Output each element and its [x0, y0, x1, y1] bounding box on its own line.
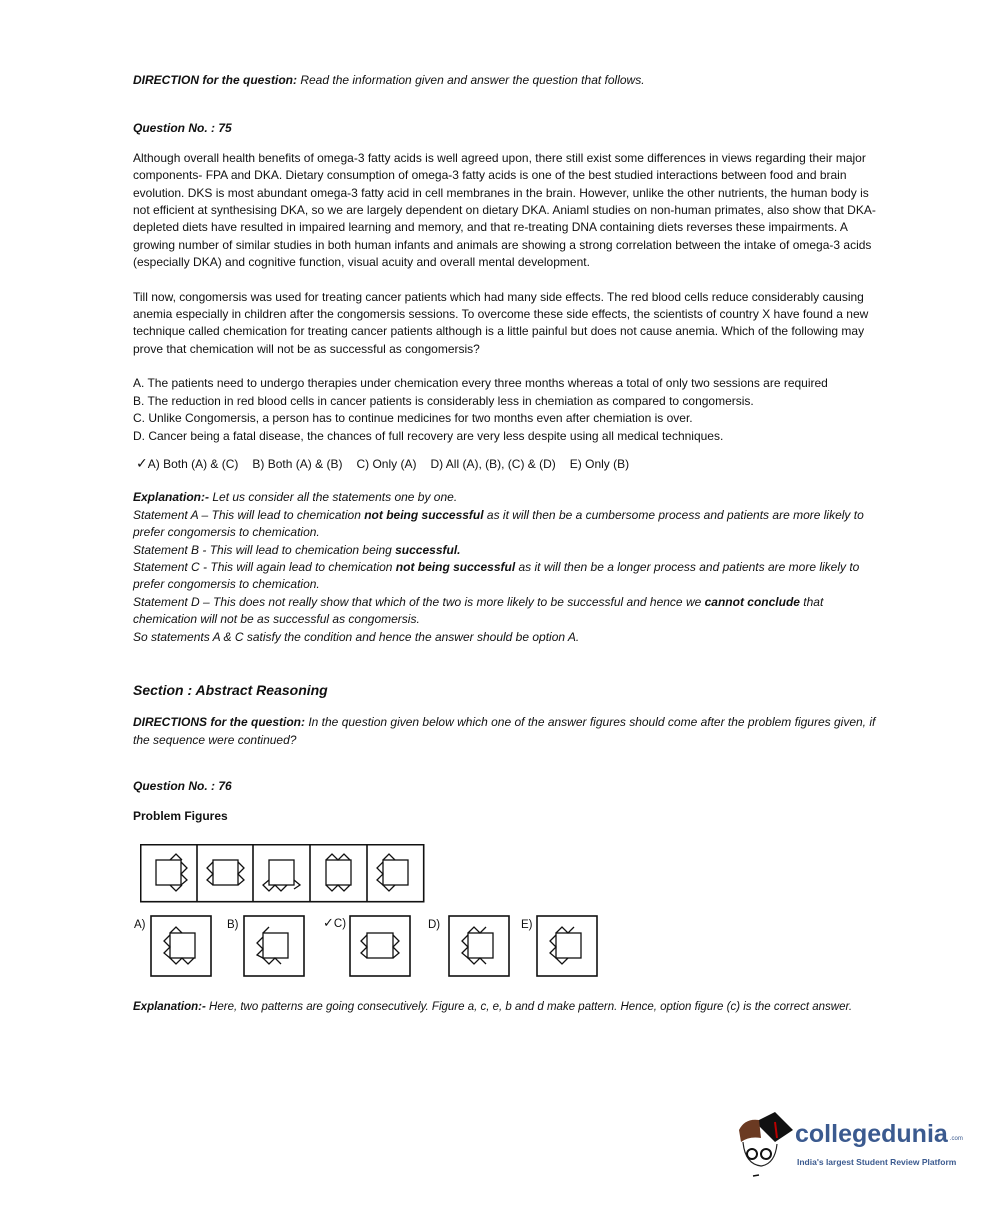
check-icon: ✓: [323, 915, 334, 930]
answer-label-c: ✓C): [323, 915, 347, 930]
statement-a: A. The patients need to undergo therapies under chemication every three months whereas a total of only two sessions are required: [133, 376, 828, 391]
problem-figure-5: [377, 854, 408, 891]
option-e[interactable]: E) Only (B): [569, 456, 630, 471]
answer-figures: [150, 915, 610, 979]
explanation-statement-d: Statement D – This does not really show that which of the two is more likely to be successful and hence we cannot conclude that chemication will not be as successful as congomersis.: [133, 594, 824, 627]
direction-text: Read the information given and answer the question that follows.: [297, 73, 645, 87]
problem-figures-label: Problem Figures: [133, 808, 228, 823]
logo-tagline: India's largest Student Review Platform: [797, 1157, 957, 1167]
question-76-title: Question No. : 76: [133, 779, 232, 794]
answer-label-d: D): [428, 919, 441, 931]
explanation-statement-a: Statement A – This will lead to chemication not being successful as it will then be a cumbersome process and patients are more likely to prefer congomersis to chemication.: [133, 507, 864, 540]
direction-text: In the question given below which one of the answer figures should come after the problem figures given, if the sequence were continued?: [133, 715, 876, 747]
logo-suffix: .com: [949, 1135, 963, 1142]
problem-figure-2: [207, 860, 244, 885]
statement-c: C. Unlike Congomersis, a person has to continue medicines for two months even after chemiation is over.: [133, 411, 693, 426]
answer-figure-e: [537, 916, 597, 976]
question-75-title: Question No. : 75: [133, 121, 232, 136]
explanation-label: Explanation:-: [133, 490, 210, 505]
answer-figure-c: [350, 916, 410, 976]
explanation-text: Here, two patterns are going consecutively. Figure a, c, e, b and d make pattern. Hence, option figure (c) is the correct answer.: [205, 1001, 853, 1013]
option-c[interactable]: C) Only (A): [356, 456, 417, 471]
explanation-intro: Let us consider all the statements one by one.: [209, 490, 458, 505]
problem-figures-strip: [140, 844, 425, 903]
explanation-label: Explanation:-: [133, 1001, 206, 1013]
q75-options: [136, 455, 878, 473]
q75-statements: [133, 375, 878, 445]
q75-paragraph-1: Although overall health benefits of omega-3 fatty acids is well agreed upon, there still exist some differences in views regarding their major components- FPA and DKA. Dietary consumption of omega-3 fatty acids is one of the best studied interactions between food and brain evolution. DKS is most abundant omega-3 fatty acid in cell membranes in the brain. However, unlike the other nutrients, the human body is not efficient at synthesising DKA, so we are largely dependent on dietary DKA. Aniaml studies on non-human primates, also show that DKA-depleted diets have resulted in impaired learning and memory, and that re-treating DNA containing diets reverses these impairments. A growing number of similar studies in both human infants and animals are showing a strong correlation between the intake of omega-3 acids (especially DKA) and cognitive function, visual acuity and overall mental development.: [133, 150, 876, 270]
direction-q75: [133, 72, 878, 89]
logo-wordmark: collegedunia: [795, 1120, 948, 1148]
q75-explanation: [133, 489, 878, 646]
check-icon: ✓: [136, 454, 148, 471]
option-a[interactable]: A) Both (A) & (C): [147, 456, 239, 471]
logo-wordmark-row: [795, 1120, 963, 1149]
statement-b: B. The reduction in red blood cells in cancer patients is considerably less in chemiation as compared to congomersis.: [133, 393, 754, 408]
direction-q76: [133, 714, 878, 749]
problem-figure-4: [326, 854, 351, 891]
answer-figure-a: [151, 916, 211, 976]
problem-figure-3: [263, 860, 300, 891]
explanation-conclusion: So statements A & C satisfy the condition and hence the answer should be option A.: [133, 629, 580, 644]
answer-figure-b: [244, 916, 304, 976]
document-flow: [133, 72, 878, 1015]
answer-label-a: A): [134, 919, 146, 931]
direction-label: DIRECTION for the question:: [133, 73, 297, 87]
mascot-icon: [735, 1108, 795, 1180]
answer-figure-d: [449, 916, 509, 976]
explanation-statement-c: Statement C - This will again lead to chemication not being successful as it will then be a longer process and patients are more likely to prefer congomersis to chemication.: [133, 559, 860, 592]
answer-figures-row: [0, 915, 878, 979]
section-title: Section : Abstract Reasoning: [133, 681, 328, 698]
collegedunia-logo: [735, 1108, 975, 1183]
explanation-statement-b: Statement B - This will lead to chemication being successful.: [133, 542, 461, 557]
direction-label: DIRECTIONS for the question:: [133, 715, 305, 730]
statement-d: D. Cancer being a fatal disease, the chances of full recovery are very less despite using all medical techniques.: [133, 428, 724, 443]
option-b[interactable]: B) Both (A) & (B): [252, 456, 343, 471]
q76-explanation: [133, 999, 878, 1015]
problem-figure-1: [156, 854, 187, 891]
q75-paragraph-2: Till now, congomersis was used for treating cancer patients which had many side effects. The red blood cells reduce considerably causing anemia especially in children after the congomersis sessions. To overcome these side effects, the scientists of country X have found a new technique called chemication for treating cancer patients although is a little painful but does not cause anemia. Which of the following may prove that chemication will not be as successful as congomersis?: [133, 289, 869, 356]
answer-label-e: E): [521, 919, 533, 931]
answer-label-b: B): [227, 919, 239, 931]
option-d[interactable]: D) All (A), (B), (C) & (D): [430, 456, 556, 471]
